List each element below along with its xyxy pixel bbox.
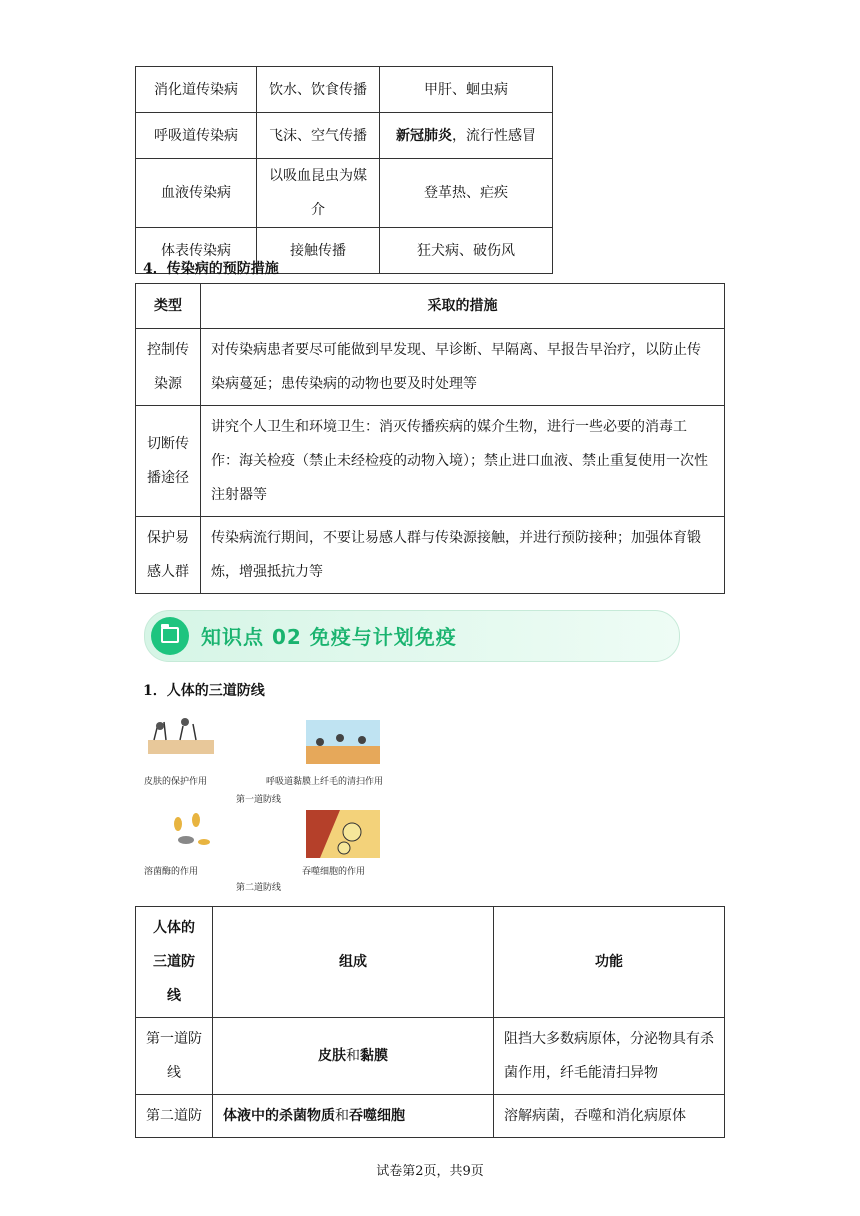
table-row (136, 517, 725, 594)
caption: 第一道防线 (236, 795, 282, 805)
text: 播途径 (147, 470, 189, 486)
cell: 狂犬病、破伤风 (380, 228, 553, 274)
text: 线 (167, 1065, 181, 1081)
text: 和 (346, 1048, 360, 1064)
cell: 第二道防 (136, 1095, 213, 1138)
defense-lines-illustration (140, 712, 440, 902)
text: 染源 (154, 376, 182, 392)
cell: 登革热、疟疾 (380, 159, 553, 228)
caption: 皮肤的保护作用 (144, 777, 208, 787)
skin-picture (148, 718, 214, 754)
text: 感人群 (147, 564, 189, 580)
table-row (136, 159, 553, 228)
table-header-row (136, 907, 725, 1018)
table-row (136, 113, 553, 159)
text: 人体的 (153, 920, 195, 936)
phagocyte-picture (306, 810, 380, 858)
table-row (136, 67, 553, 113)
caption: 吞噬细胞的作用 (302, 867, 366, 877)
cell: 溶解病菌，吞噬和消化病原体 (494, 1095, 725, 1138)
cell (213, 1018, 494, 1095)
text: ，流行性感冒 (452, 127, 536, 144)
text: 线 (167, 988, 181, 1004)
text: 控制传 (147, 342, 189, 358)
cell: 以吸血昆虫为媒介 (257, 159, 380, 228)
cell: 甲肝、蛔虫病 (380, 67, 553, 113)
cell: 接触传播 (257, 228, 380, 274)
section-heading: 4．传染病的预防措施 (143, 261, 279, 277)
table-row (136, 1018, 725, 1095)
cell: 饮水、饮食传播 (257, 67, 380, 113)
section-banner (144, 610, 680, 662)
header-cell (136, 907, 213, 1018)
header-cell: 功能 (494, 907, 725, 1018)
caption: 第二道防线 (236, 883, 282, 893)
cell: 体表传染病 (136, 228, 257, 274)
folder-icon (161, 627, 179, 643)
cell: 消化道传染病 (136, 67, 257, 113)
type-cell (136, 329, 201, 406)
cell (136, 1018, 213, 1095)
defense-lines-table (135, 906, 725, 1138)
type-cell (136, 406, 201, 517)
type-cell (136, 517, 201, 594)
text: 三道防 (153, 954, 195, 970)
bold-text: 体液中的杀菌物质 (223, 1108, 335, 1124)
bold-text: 新冠肺炎 (396, 127, 452, 144)
measure-cell: 传染病流行期间，不要让易感人群与传染源接触，并进行预防接种；加强体育锻炼，增强抵抗力等 (201, 517, 725, 594)
measure-cell: 对传染病患者要尽可能做到早发现、早诊断、早隔离、早报告早治疗，以防止传染病蔓延；患传染病的动物也要及时处理等 (201, 329, 725, 406)
bold-text: 皮肤 (318, 1048, 346, 1064)
cell (213, 1095, 494, 1138)
text: 保护易 (147, 530, 189, 546)
banner-title: 知识点 02 免疫与计划免疫 (201, 625, 457, 649)
caption: 呼吸道黏膜上纤毛的清扫作用 (266, 777, 384, 787)
page-footer: 试卷第2页，共9页 (376, 1164, 484, 1179)
caption: 溶菌酶的作用 (144, 867, 199, 877)
cell: 呼吸道传染病 (136, 113, 257, 159)
bold-text: 黏膜 (360, 1048, 388, 1064)
section-heading: 1．人体的三道防线 (143, 683, 265, 699)
bold-text: 吞噬细胞 (349, 1108, 405, 1124)
header-cell: 类型 (136, 284, 201, 329)
transmission-table (135, 66, 553, 274)
text: 和 (335, 1108, 349, 1124)
respiratory-picture (306, 720, 380, 764)
table-row (136, 1095, 725, 1138)
cell: 飞沫、空气传播 (257, 113, 380, 159)
text: 切断传 (147, 436, 189, 452)
lysozyme-picture (174, 813, 210, 845)
header-cell: 组成 (213, 907, 494, 1018)
cell: 血液传染病 (136, 159, 257, 228)
header-cell: 采取的措施 (201, 284, 725, 329)
cell (380, 113, 553, 159)
text: 第一道防 (146, 1031, 202, 1047)
table-row (136, 329, 725, 406)
cell: 阻挡大多数病原体，分泌物具有杀菌作用，纤毛能清扫异物 (494, 1018, 725, 1095)
table-header-row (136, 284, 725, 329)
prevention-table (135, 283, 725, 594)
table-row (136, 406, 725, 517)
measure-cell: 讲究个人卫生和环境卫生：消灭传播疾病的媒介生物，进行一些必要的消毒工作：海关检疫（禁止未经检疫的动物入境）；禁止进口血液、禁止重复使用一次性注射器等 (201, 406, 725, 517)
